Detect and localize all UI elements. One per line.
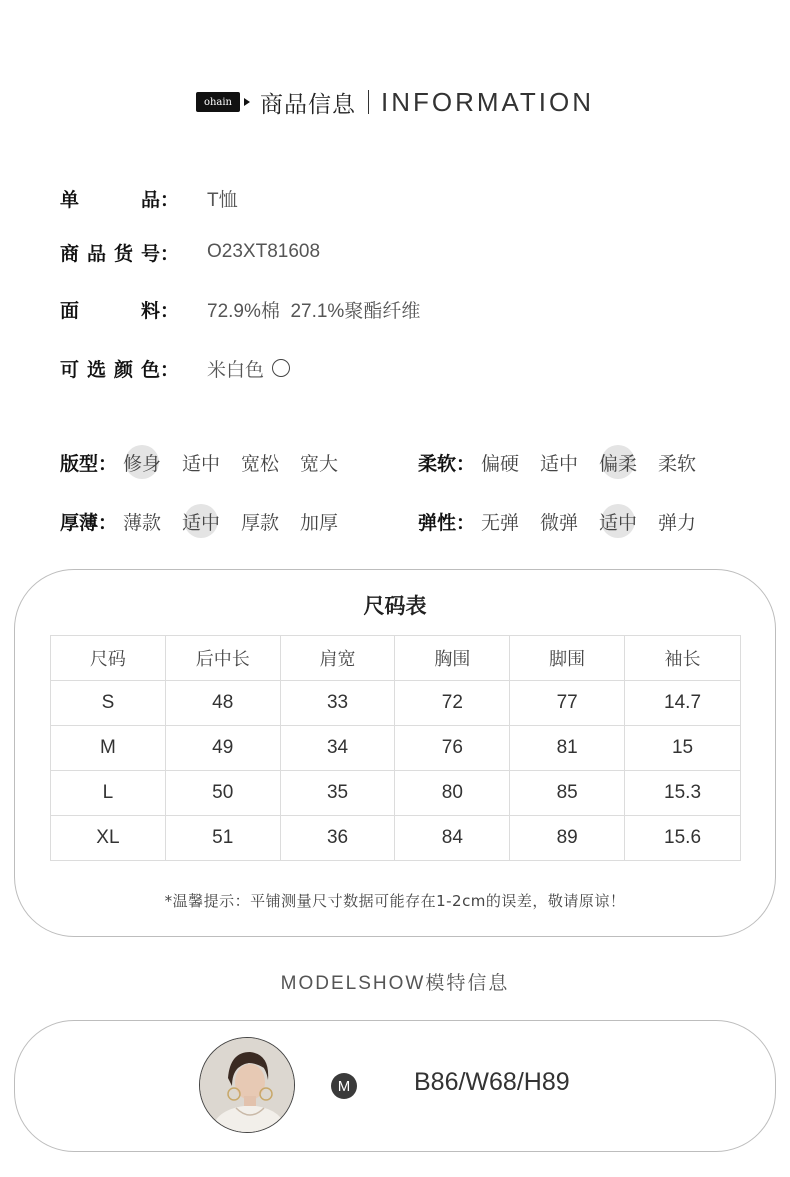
attr-option: 微弹 <box>540 511 579 534</box>
attr-fit <box>60 445 359 479</box>
info-row-item: 单 品 ： T恤 <box>60 183 238 213</box>
attr-label: 版型： <box>60 452 118 475</box>
title-divider <box>368 90 369 114</box>
info-value: 72.9%棉 27.1%聚酯纤维 <box>207 300 421 322</box>
table-cell: 48 <box>165 681 280 726</box>
table-cell: 15 <box>625 726 741 771</box>
table-cell: L <box>51 771 166 816</box>
attr-label: 弹性： <box>418 511 476 534</box>
table-row <box>51 816 741 861</box>
attr-option: 偏硬 <box>481 452 520 475</box>
table-cell: 76 <box>395 726 510 771</box>
attr-option: 适中 <box>182 508 241 535</box>
table-cell: 81 <box>510 726 625 771</box>
table-cell: 33 <box>280 681 395 726</box>
table-cell: 15.6 <box>625 816 741 861</box>
table-row <box>51 771 741 816</box>
info-row-color: 可 选 颜 色 ： 米白色 <box>60 353 290 383</box>
table-header-cell: 后中长 <box>165 636 280 681</box>
model-card <box>14 1020 776 1152</box>
table-cell: 89 <box>510 816 625 861</box>
attr-option: 弹力 <box>658 511 697 534</box>
table-cell: 15.3 <box>625 771 741 816</box>
size-table <box>50 635 741 861</box>
section-title-en: INFORMATION <box>380 86 595 117</box>
table-row <box>51 726 741 771</box>
attr-option: 偏柔 <box>599 449 658 476</box>
table-cell: 49 <box>165 726 280 771</box>
table-header-cell: 脚围 <box>510 636 625 681</box>
model-measurements: B86/W68/H89 <box>414 1068 570 1096</box>
logo-arrow-icon <box>244 98 250 106</box>
size-chart-title: 尺码表 <box>363 594 427 618</box>
table-cell: 35 <box>280 771 395 816</box>
table-header-cell: 袖长 <box>625 636 741 681</box>
attr-label: 柔软： <box>418 452 476 475</box>
attr-option: 修身 <box>123 449 182 476</box>
attr-option: 加厚 <box>300 511 339 534</box>
info-label: 单 品 <box>60 188 160 211</box>
attr-option: 宽大 <box>300 452 339 475</box>
table-header-cell: 尺码 <box>51 636 166 681</box>
attr-option: 适中 <box>599 508 658 535</box>
attr-option: 适中 <box>182 452 221 475</box>
attr-softness <box>418 445 717 479</box>
attr-option: 无弹 <box>481 511 520 534</box>
section-header <box>0 82 790 122</box>
brand-logo <box>196 92 240 112</box>
table-cell: 84 <box>395 816 510 861</box>
info-value: T恤 <box>207 189 238 211</box>
table-cell: 14.7 <box>625 681 741 726</box>
attr-elasticity <box>418 504 717 538</box>
attr-option: 适中 <box>540 452 579 475</box>
model-portrait-icon <box>200 1038 295 1133</box>
attr-option: 薄款 <box>123 511 162 534</box>
table-header-row <box>51 636 741 681</box>
info-row-sku: 商 品 货 号 ： O23XT81608 <box>60 237 320 267</box>
table-row <box>51 681 741 726</box>
attr-label: 厚薄： <box>60 511 118 534</box>
table-cell: 77 <box>510 681 625 726</box>
info-value: 米白色 <box>207 359 265 381</box>
table-cell: 36 <box>280 816 395 861</box>
table-cell: 34 <box>280 726 395 771</box>
model-heading: MODELSHOW模特信息 <box>280 973 510 994</box>
table-cell: 50 <box>165 771 280 816</box>
table-cell: 85 <box>510 771 625 816</box>
info-value: O23XT81608 <box>207 241 321 262</box>
info-row-fabric: 面 料 ： 72.9%棉 27.1%聚酯纤维 <box>60 294 420 324</box>
table-cell: XL <box>51 816 166 861</box>
table-cell: 51 <box>165 816 280 861</box>
table-cell: M <box>51 726 166 771</box>
attr-option: 柔软 <box>658 452 697 475</box>
section-title: 商品信息 <box>259 91 356 118</box>
table-header-cell: 肩宽 <box>280 636 395 681</box>
measurement-note: *温馨提示：平铺测量尺寸数据可能存在1-2cm的误差，敬请原谅！ <box>164 892 626 910</box>
info-label: 可 选 颜 色 <box>60 358 160 381</box>
table-cell: 72 <box>395 681 510 726</box>
table-cell: 80 <box>395 771 510 816</box>
model-avatar <box>199 1037 295 1133</box>
info-label: 面 料 <box>60 299 160 322</box>
table-cell: S <box>51 681 166 726</box>
table-header-cell: 胸围 <box>395 636 510 681</box>
info-label: 商 品 货 号 <box>60 242 160 265</box>
attr-thickness <box>60 504 359 538</box>
attr-option: 宽松 <box>241 452 280 475</box>
color-swatch-icon[interactable] <box>272 359 290 377</box>
attr-option: 厚款 <box>241 511 280 534</box>
logo-text: ohain <box>203 96 232 108</box>
model-size-badge: M <box>331 1073 357 1099</box>
